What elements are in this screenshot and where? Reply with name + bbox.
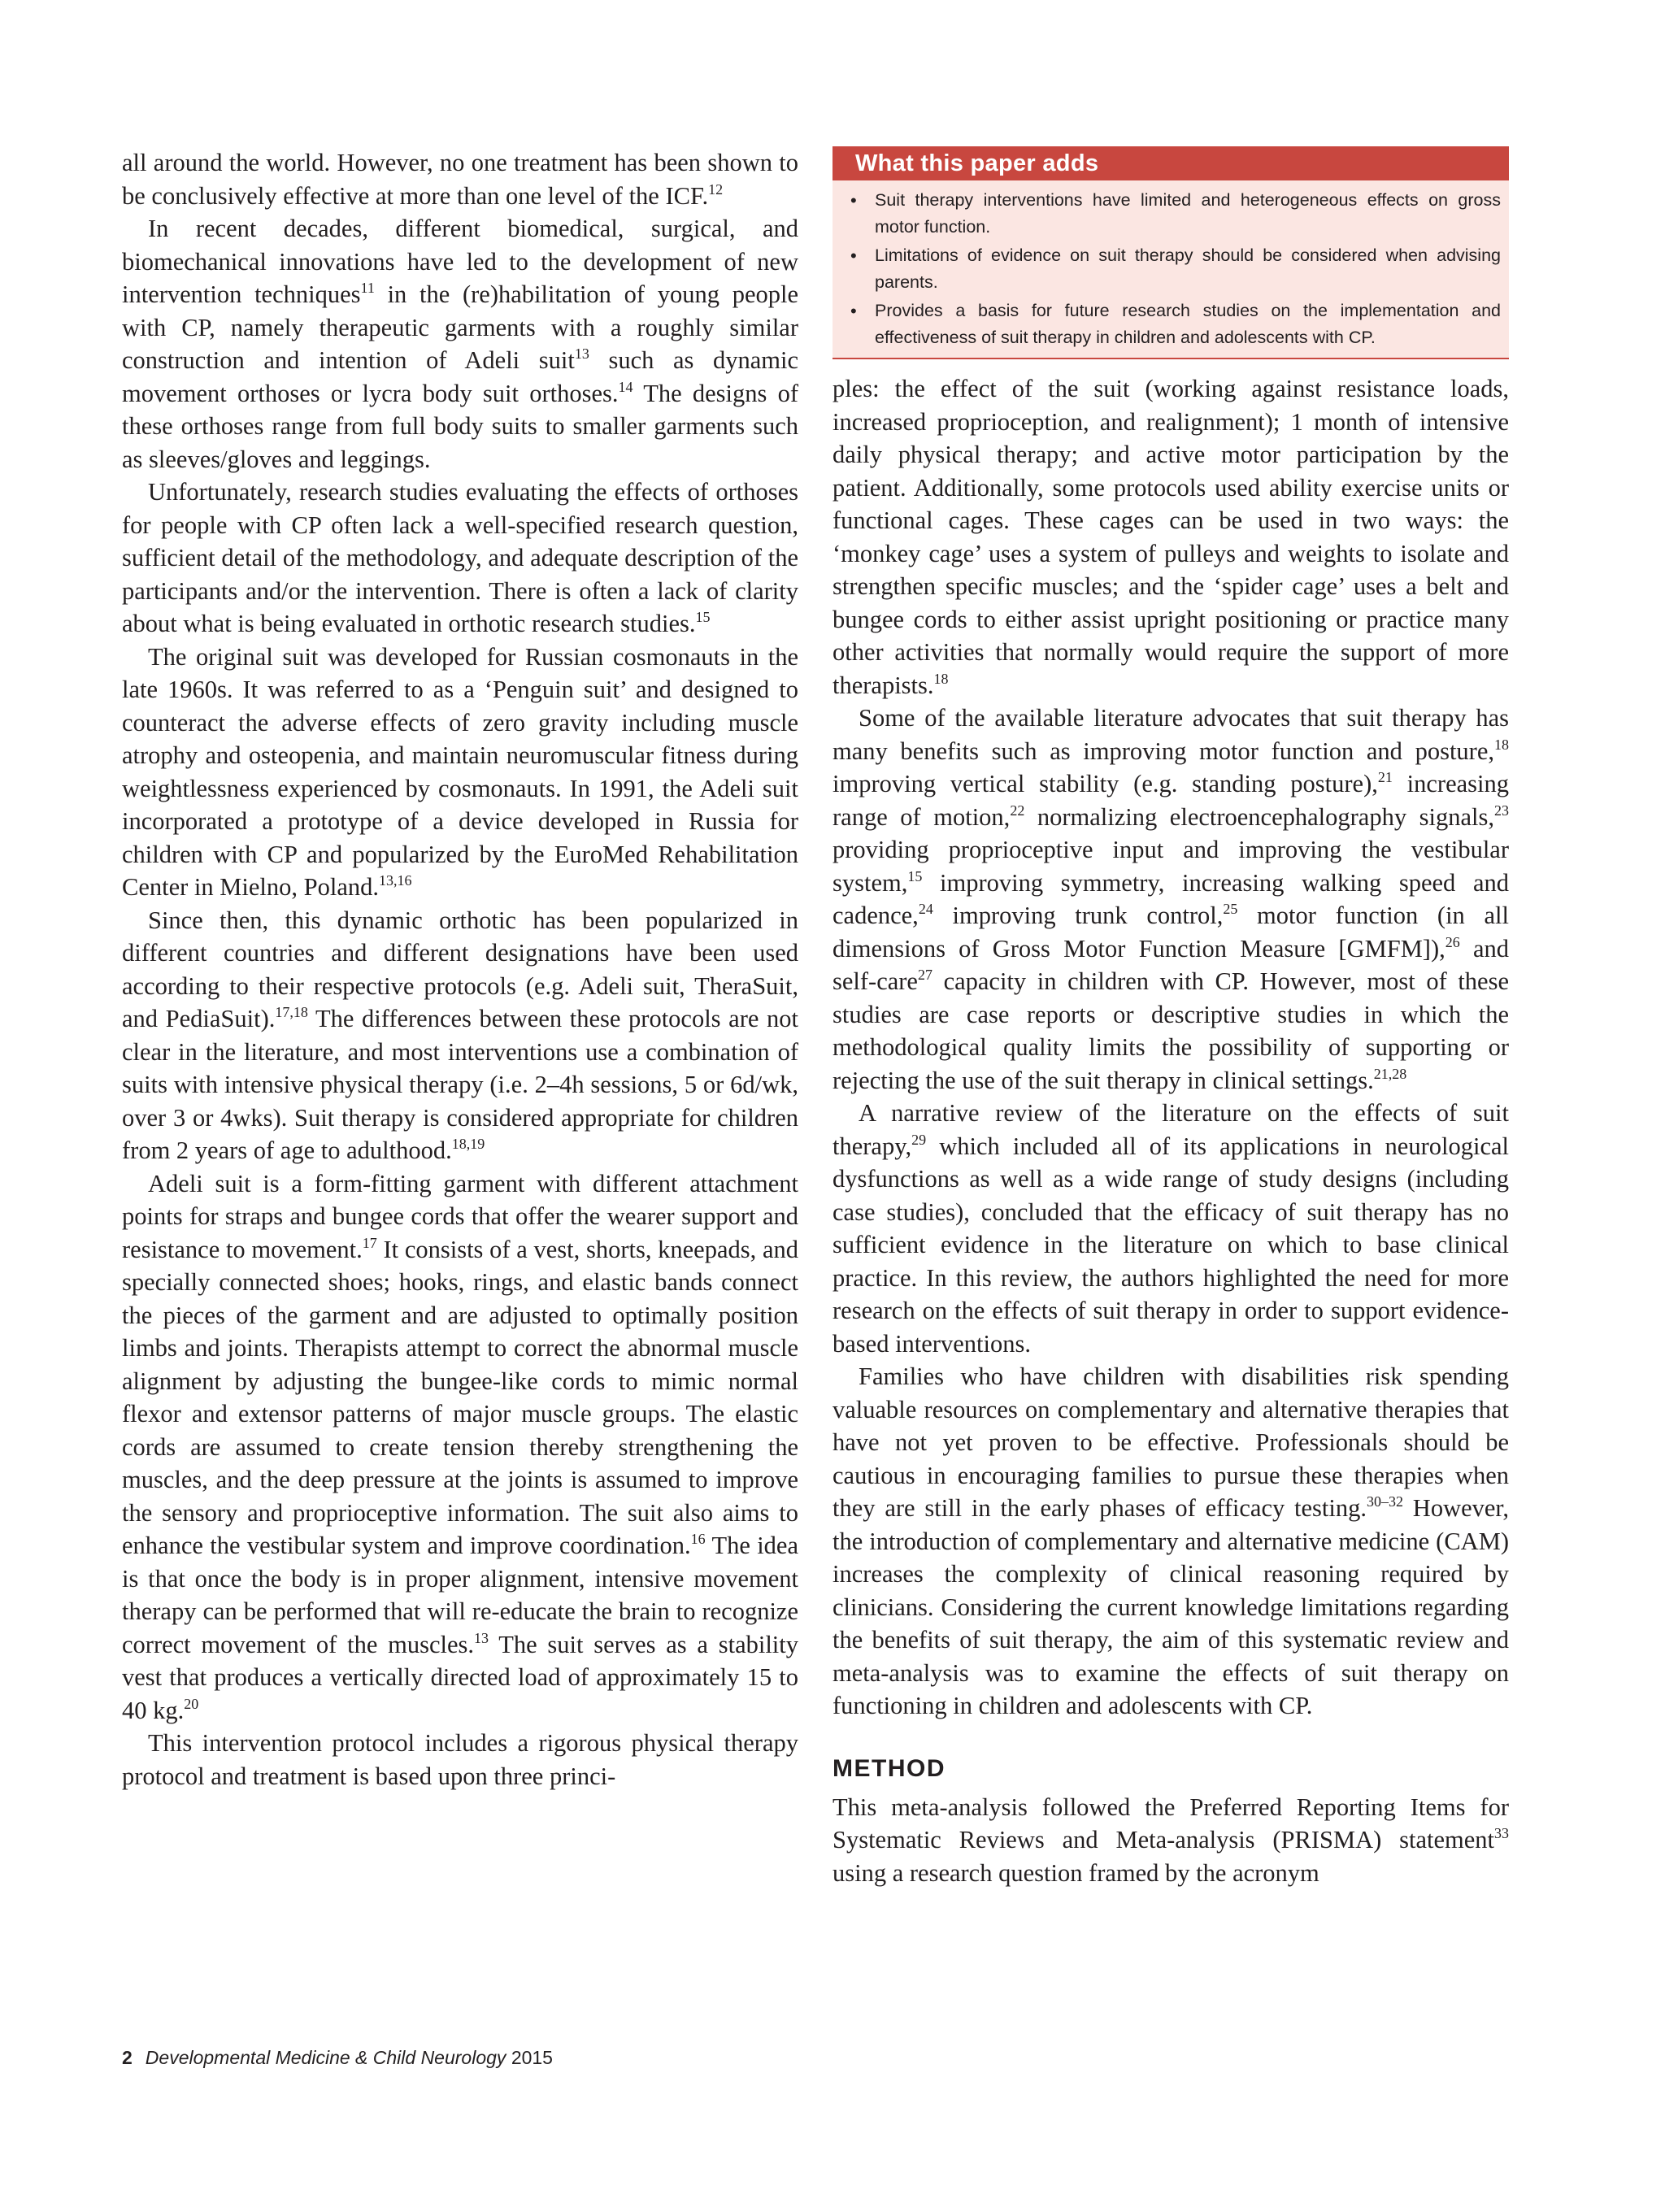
box-title: What this paper adds xyxy=(832,146,1509,180)
bullet-icon: • xyxy=(850,246,857,266)
paragraph: This intervention protocol includes a rigorous physical therapy protocol and treatment is based upon three princi- xyxy=(122,1729,798,1790)
box-body xyxy=(832,180,1509,359)
list-item: • Provides a basis for future research studies on the implementation and effectiveness of suit therapy in children and adolescents with CP. xyxy=(841,298,1501,351)
box-list xyxy=(841,187,1501,351)
paragraph: Unfortunately, research studies evaluating the effects of orthoses for people with CP often lack a well-specified research question, sufficient detail of the methodology, and adequate description of the participants and/or the intervention. There is often a lack of clarity about what is being evaluated in orthotic research studies.$^{15}$ xyxy=(122,478,798,637)
method-heading: METHOD xyxy=(832,1754,946,1782)
what-this-paper-adds-box xyxy=(832,146,1509,359)
list-item: • Limitations of evidence on suit therapy should be considered when advising parents. xyxy=(841,242,1501,296)
paragraph: Families who have children with disabilities risk spending valuable resources on complementary and alternative therapies that have not yet proven to be effective. Professionals should be cautious in encouraging families to pursue these therapies when they are still in the early phases of efficacy testing.$^{30-32}$ However, the introduction of complementary and alternative medicine (CAM) increases the complexity of clinical reasoning required by clinicians. Considering the current knowledge limitations regarding the benefits of suit therapy, the aim of this systematic review and meta-analysis was to examine the effects of suit therapy on functioning in children and adolescents with CP. xyxy=(832,1362,1509,1719)
journal-year: 2015 xyxy=(511,2047,553,2068)
left-column xyxy=(122,146,798,1793)
paragraph: The original suit was developed for Russian cosmonauts in the late 1960s. It was referred to as a ‘Penguin suit’ and designed to counteract the adverse effects of zero gravity including muscle atrophy and osteopenia, and maintain neuromuscular fitness during weightlessness experienced by cosmonauts. In 1991, the Adeli suit incorporated a prototype of a device developed in Russia for children with CP and popularized by the EuroMed Rehabilitation Center in Mielno, Poland.$^{13,16}$ xyxy=(122,642,798,901)
paragraph: ples: the effect of the suit (working against resistance loads, increased proprioception, and realignment); 1 month of intensive daily physical therapy; and active motor participation by the patient. Additionally, some protocols used ability exercise units or functional cages. These cages can be used in two ways: the ‘monkey cage’ uses a system of pulleys and weights to isolate and strengthen specific muscles; and the ‘spider cage’ uses a belt and bungee cords to either assist upright positioning or practice many other activities that normally would require the support of more therapists.$^{18}$ xyxy=(832,375,1509,699)
journal-name: Developmental Medicine & Child Neurology xyxy=(145,2047,506,2068)
bullet-icon: • xyxy=(850,301,857,321)
paragraph: Adeli suit is a form-fitting garment with different attachment points for straps and bungee cords that offer the wearer support and resistance to movement.$^{17}$ It consists of a vest, shorts, kneepads, and specially connected shoes; hooks, rings, and elastic bands connect the pieces of the garment and are adjusted to optimally position limbs and joints. Therapists attempt to correct the abnormal muscle alignment by adjusting the bungee-like cords to mimic normal flexor and extensor patterns of major muscle groups. The elastic cords are assumed to create tension thereby strengthening the muscles, and the deep pressure at the joints is assumed to improve the sensory and proprioceptive information. The suit also aims to enhance the vestibular system and improve coordination.$^{16}$ The idea is that once the body is in proper alignment, intensive movement therapy can be performed that will re-educate the brain to recognize correct movement of the muscles.$^{13}$ The suit serves as a stability vest that produces a vertically directed load of approximately 15 to 40 kg.$^{20}$ xyxy=(122,1169,799,1724)
paragraph: Some of the available literature advocates that suit therapy has many benefits such as improving motor function and posture,$^{18}$ improving vertical stability (e.g. standing posture),$^{21}$ increasing range of motion,$^{22}$ normalizing electroencephalography signals,$^{23}$ providing proprioceptive input and improving the vestibular system,$^{15}$ improving symmetry, increasing walking speed and cadence,$^{24}$ improving trunk control,$^{25}$ motor function (in all dimensions of Gross Motor Function Measure [GMFM]),$^{26}$ and self-care$^{27}$ capacity in children with CP. However, most of these studies are case reports or descriptive studies in which the methodological quality limits the possibility of supporting or rejecting the use of the suit therapy in clinical settings.$^{21,28}$ xyxy=(832,704,1510,1094)
right-column xyxy=(832,146,1509,1889)
paragraph: In recent decades, different biomedical, surgical, and biomechanical innovations have led to the development of new intervention techniques$^{11}$ in the (re)habilitation of young people with CP, namely therapeutic garments with a roughly similar construction and intention of Adeli suit$^{13}$ such as dynamic movement orthoses or lycra body suit orthoses.$^{14}$ The designs of these orthoses range from full body suits to smaller garments such as sleeves/gloves and leggings. xyxy=(122,215,799,473)
paragraph: This meta-analysis followed the Preferred Reporting Items for Systematic Reviews and Meta-analysis (PRISMA) statement$^{33}$ using a research question framed by the acronym xyxy=(832,1793,1509,1887)
list-item: • Suit therapy interventions have limited and heterogeneous effects on gross motor function. xyxy=(841,187,1501,241)
bullet-icon: • xyxy=(850,190,857,211)
page-footer xyxy=(122,2047,553,2069)
paragraph: Since then, this dynamic orthotic has been popularized in different countries and different designations have been used according to their respective protocols (e.g. Adeli suit, TheraSuit, and PediaSuit).$^{17,18}$ The differences between these protocols are not clear in the literature, and most interventions use a combination of suits with intensive physical therapy (i.e. 2–4h sessions, 5 or 6d/wk, over 3 or 4wks). Suit therapy is considered appropriate for children from 2 years of age to adulthood.$^{18,19}$ xyxy=(122,906,798,1164)
paragraph: A narrative review of the literature on the effects of suit therapy,$^{29}$ which included all of its applications in neurological dysfunctions as well as a wide range of study designs (including case studies), concluded that the efficacy of suit therapy has no sufficient evidence in the literature on which to base clinical practice. In this review, the authors highlighted the need for more research on the effects of suit therapy in order to support evidence-based interventions. xyxy=(832,1099,1509,1358)
page-number: 2 xyxy=(122,2047,133,2068)
paragraph: all around the world. However, no one treatment has been shown to be conclusively effective at more than one level of the ICF.$^{12}$ xyxy=(122,149,798,210)
